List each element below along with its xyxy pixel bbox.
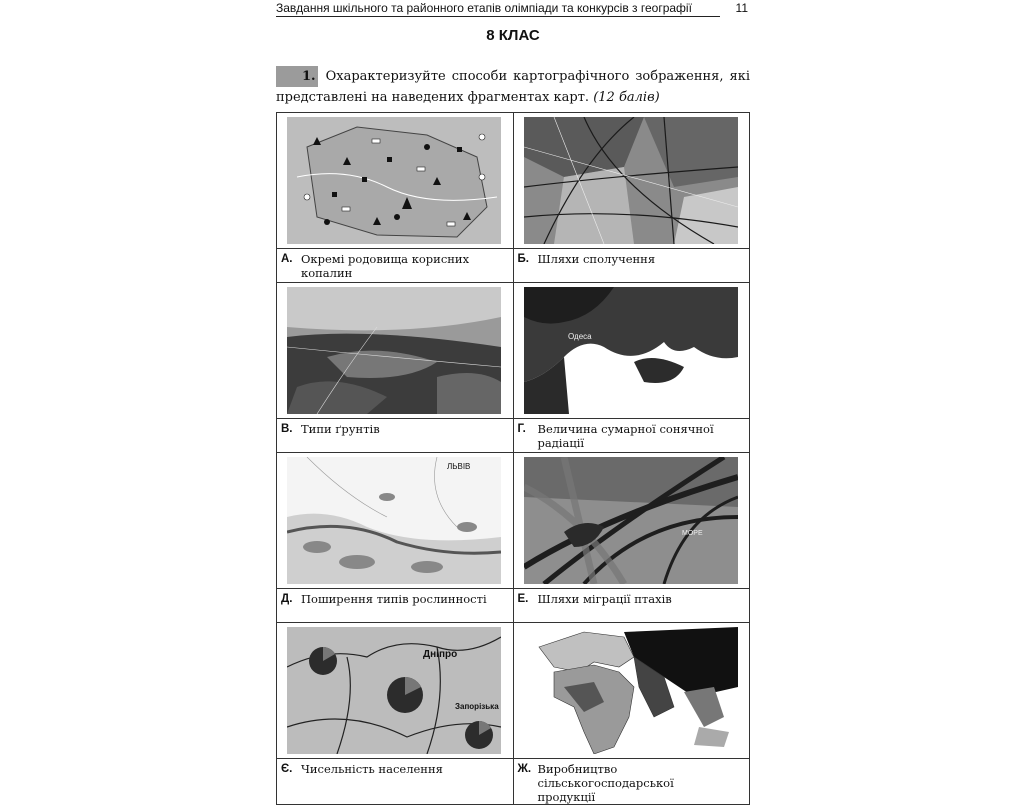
caption-b-letter: Б. — [517, 253, 529, 265]
map-b-cell — [513, 113, 750, 249]
map-g-cell — [277, 623, 514, 759]
grade-title: 8 КЛАС — [486, 27, 540, 44]
caption-g-letter: Є. — [281, 763, 293, 775]
map-label-lviv: ЛЬВІВ — [447, 462, 471, 471]
caption-g — [277, 759, 514, 805]
map-f-cell — [513, 453, 750, 589]
map-e-image — [287, 457, 501, 584]
caption-h-letter: Ж. — [517, 763, 532, 775]
maps-table — [276, 112, 750, 805]
caption-f — [513, 589, 750, 623]
caption-d — [513, 419, 750, 453]
caption-e-letter: Д. — [281, 593, 293, 605]
caption-h-text: Виробництво сільськогосподарської продукції — [537, 762, 674, 804]
caption-e-text: Поширення типів рослинності — [301, 592, 487, 606]
task-number: 1. — [276, 66, 318, 87]
page-number: 11 — [735, 1, 748, 15]
map-h-cell — [513, 623, 750, 759]
map-c-cell — [277, 283, 514, 419]
map-label-zaporizka: Запорізька — [455, 702, 499, 711]
caption-a — [277, 249, 514, 283]
caption-c-text: Типи ґрунтів — [301, 422, 380, 436]
caption-d-text: Величина сумарної сонячної радіації — [537, 422, 714, 450]
caption-b — [513, 249, 750, 283]
caption-h — [513, 759, 750, 805]
header-rule — [276, 16, 720, 17]
map-d-image — [524, 287, 738, 414]
caption-d-letter: Г. — [517, 423, 526, 435]
caption-c-letter: В. — [281, 423, 293, 435]
map-label-dnipro: Дніпро — [423, 649, 458, 660]
map-g-image — [287, 627, 501, 754]
running-title: Завдання шкільного та районного етапів олімпіади та конкурсів з географії — [276, 1, 692, 15]
caption-a-text: Окремі родовища корисних копалин — [301, 252, 470, 280]
caption-e — [277, 589, 514, 623]
map-label-sea: МОРЕ — [681, 530, 703, 537]
map-a-cell — [277, 113, 514, 249]
map-h-image — [524, 627, 738, 754]
caption-f-letter: Е. — [517, 593, 529, 605]
caption-b-text: Шляхи сполучення — [537, 252, 656, 266]
task-statement — [276, 66, 750, 108]
map-b-image — [524, 117, 738, 244]
task-text: Охарактеризуйте способи картографічного зображення, які представлені на наведених фрагментах карт. — [276, 69, 750, 105]
caption-g-text: Чисельність населення — [301, 762, 443, 776]
map-d-cell — [513, 283, 750, 419]
map-a-image — [287, 117, 501, 244]
map-c-image — [287, 287, 501, 414]
map-e-cell — [277, 453, 514, 589]
caption-c — [277, 419, 514, 453]
caption-a-letter: А. — [281, 253, 293, 265]
caption-f-text: Шляхи міграції птахів — [537, 592, 672, 606]
map-label-odesa: Одеса — [567, 332, 592, 341]
map-f-image — [524, 457, 738, 584]
task-points: (12 балів) — [593, 90, 660, 105]
running-header — [276, 0, 750, 18]
